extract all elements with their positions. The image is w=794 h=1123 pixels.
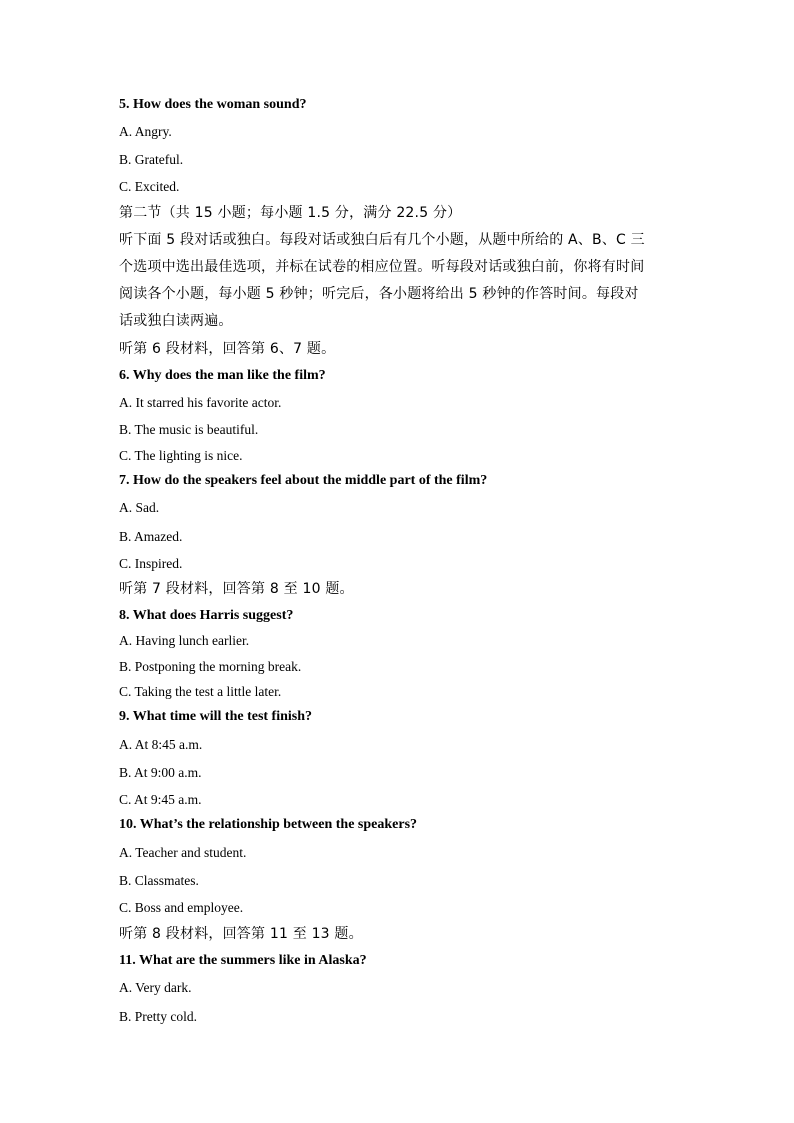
q5-option-c: C. Excited. (119, 179, 180, 194)
q6-option-c: C. The lighting is nice. (119, 448, 243, 463)
q10-option-a: A. Teacher and student. (119, 845, 247, 860)
q7-option-b: B. Amazed. (119, 529, 183, 544)
q10-option-c: C. Boss and employee. (119, 900, 244, 915)
q6-option-a: A. It starred his favorite actor. (119, 395, 282, 410)
material-7-note: 听第 7 段材料，回答第 8 至 10 题。 (119, 581, 354, 597)
question-11: 11. What are the summers like in Alaska? (119, 953, 367, 968)
question-5: 5. How does the woman sound? (119, 97, 307, 112)
q11-option-b: B. Pretty cold. (119, 1009, 197, 1024)
q9-option-a: A. At 8:45 a.m. (119, 737, 203, 752)
question-8: 8. What does Harris suggest? (119, 608, 294, 623)
q6-option-b: B. The music is beautiful. (119, 422, 259, 437)
q8-option-b: B. Postponing the morning break. (119, 659, 302, 674)
material-8-note: 听第 8 段材料，回答第 11 至 13 题。 (119, 926, 363, 942)
q7-option-a: A. Sad. (119, 500, 160, 515)
q11-option-a: A. Very dark. (119, 980, 192, 995)
q8-option-a: A. Having lunch earlier. (119, 633, 250, 648)
question-10: 10. What’s the relationship between the speakers? (119, 817, 418, 832)
q9-option-c: C. At 9:45 a.m. (119, 792, 202, 807)
section-2-header: 第二节（共 15 小题；每小题 1.5 分，满分 22.5 分） (119, 205, 462, 221)
instructions-line-1: 听下面 5 段对话或独白。每段对话或独白后有几个小题，从题中所给的 A、B、C 三 (119, 232, 645, 248)
instructions-line-3: 阅读各个小题，每小题 5 秒钟；听完后，各小题将给出 5 秒钟的作答时间。每段对 (119, 286, 639, 302)
material-6-note: 听第 6 段材料，回答第 6、7 题。 (119, 341, 336, 357)
question-6: 6. Why does the man like the film? (119, 368, 326, 383)
instructions-line-4: 话或独白读两遍。 (119, 313, 233, 329)
q5-option-b: B. Grateful. (119, 152, 184, 167)
q8-option-c: C. Taking the test a little later. (119, 684, 282, 699)
q7-option-c: C. Inspired. (119, 556, 183, 571)
question-9: 9. What time will the test finish? (119, 709, 313, 724)
q10-option-b: B. Classmates. (119, 873, 199, 888)
question-7: 7. How do the speakers feel about the middle part of the film? (119, 473, 488, 488)
q9-option-b: B. At 9:00 a.m. (119, 765, 202, 780)
instructions-line-2: 个选项中选出最佳选项，并标在试卷的相应位置。听每段对话或独白前，你将有时间 (119, 259, 645, 275)
q5-option-a: A. Angry. (119, 124, 172, 139)
